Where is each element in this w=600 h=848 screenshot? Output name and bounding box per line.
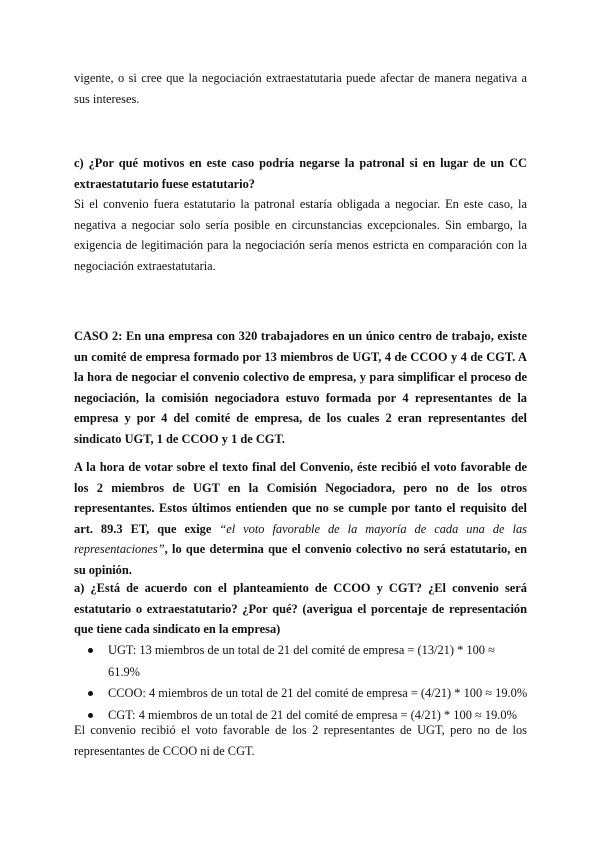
question-c: c) ¿Por qué motivos en este caso podría negarse la patronal si en lugar de un CC extraestatutario fuese estatutario? [74,156,527,191]
bullet-text-ugt: UGT: 13 miembros de un total de 21 del comité de empresa = (13/21) * 100 ≈ 61.9% [108,643,495,679]
bullet-icon [88,691,93,696]
vote-quote: “el voto favorable de la mayoría de cada una de las representaciones” [74,521,527,556]
bullet-icon [88,713,93,718]
case-2-text: En una empresa con 320 trabajadores en un único centro de trabajo, existe un comité de empresa formado por 13 miembros de UGT, 4 de CCOO y 4 de CGT. A la hora de negociar el convenio colectivo de empresa, y para simplificar el proceso de negociación, la comisión negociadora estuvo formada por 4 representantes de la empresa y por 4 del comité de empresa, de los cuales 2 eran representantes del sindicato UGT, 1 de CCOO y 1 de CGT. [74,329,527,446]
question-a: a) ¿Está de acuerdo con el planteamiento de CCOO y CGT? ¿El convenio será estatutario o extraestatutario? ¿Por qué? (averigua el porcentaje de representación que tiene cada sindicato en la empresa) [74,581,527,636]
vote-paragraph [74,457,527,580]
vote-text-post: , lo que determina que el convenio colectivo no será estatutario, en su opinión. [74,542,527,577]
bullet-text-ccoo: CCOO: 4 miembros de un total de 21 del comité de empresa = (4/21) * 100 ≈ 19.0% [108,686,528,700]
list-item [88,683,528,705]
intro-continuation: vigente, o si cree que la negociación extraestatutaria puede afectar de manera negativa a sus intereses. [74,71,527,106]
answer-c: Si el convenio fuera estatutario la patronal estaría obligada a negociar. En este caso, la negativa a negociar solo sería posible en circunstancias excepcionales. Sin embargo, la exigencia de legitimación para la negociación sería menos estricta en comparación con la negociación extraestatutaria. [74,197,527,273]
vote-text-pre: A la hora de votar sobre el texto final del Convenio, éste recibió el voto favorable de los 2 miembros de UGT en la Comisión Negociadora, pero no de los otros representantes. Estos últimos entienden que no se cumple por tanto el requisito del art. 89.3 ET, que exige [74,460,527,536]
case-2-label: CASO 2: [74,329,123,343]
percentage-list [88,640,528,726]
closing-paragraph: El convenio recibió el voto favorable de los 2 representantes de UGT, pero no de los representantes de CCOO ni de CGT. [74,723,527,758]
bullet-text-cgt: CGT: 4 miembros de un total de 21 del comité de empresa = (4/21) * 100 ≈ 19.0% [108,707,517,722]
case-2-statement [74,326,527,449]
list-item [88,640,528,683]
bullet-icon [88,648,93,653]
